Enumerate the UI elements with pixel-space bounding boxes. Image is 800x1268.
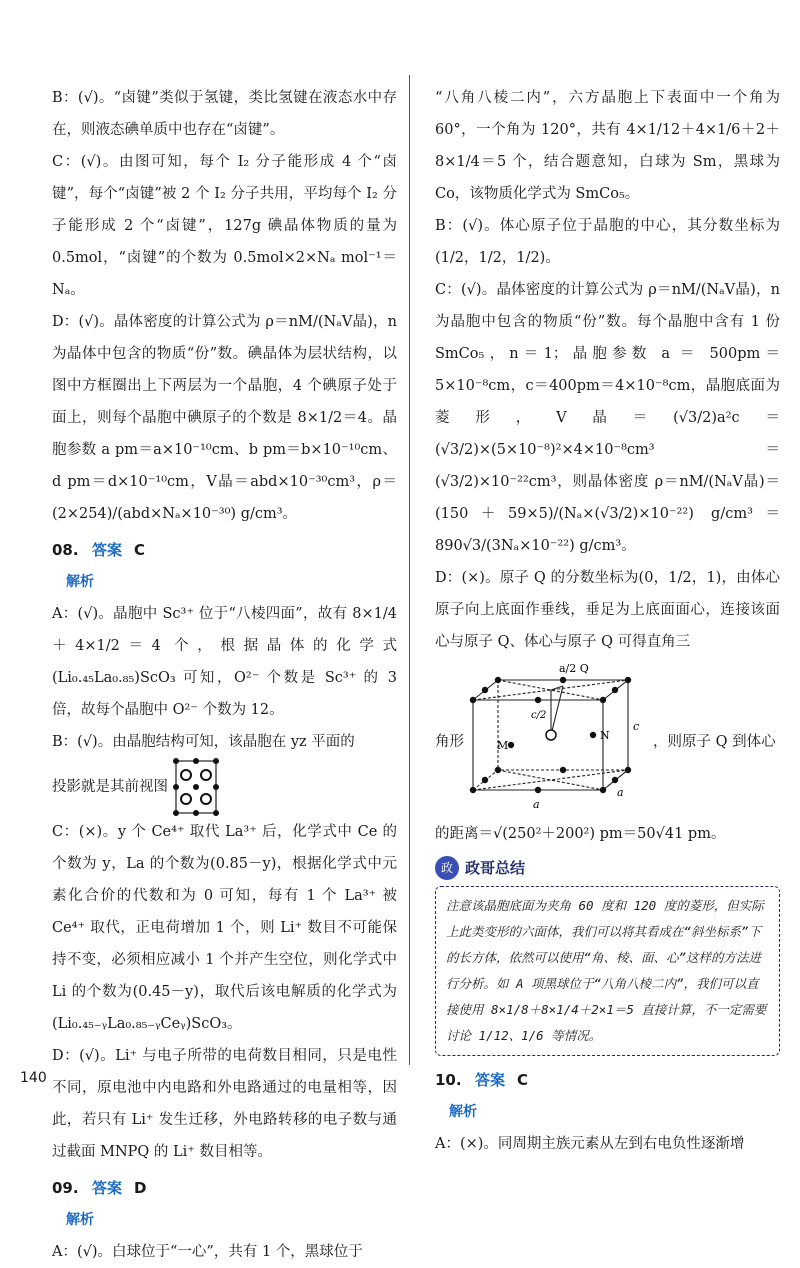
paragraph: B：(√)。体心原子位于晶胞的中心，其分数坐标为(1/2，1/2，1/2)。 bbox=[435, 218, 780, 266]
paragraph: C：(×)。y 个 Ce⁴⁺ 取代 La³⁺ 后，化学式中 Ce 的个数为 y，La 的个数为(0.85－y)，根据化学式中元素化合价的代数和为 0 可知，每有 1 个 La³⁺ 被 Ce⁴⁺ 取代，正电荷增加 1 个，则 Li⁺ 数目不可能保持不变，必须相应减小 1 个并产生空位，则化学式中 Li 的个数为(0.45－y)，取代后该电解质的化学式为(Li₀.₄₅₋ᵧLa₀.₈₅₋ᵧCeᵧ)ScO₃。 bbox=[52, 824, 397, 1032]
paragraph-text: 角形 bbox=[435, 734, 464, 750]
question-number: 10. bbox=[435, 1071, 462, 1089]
paragraph-text: 投影就是其前视图 bbox=[52, 779, 168, 795]
paragraph-text: ，则原子 Q 到体心 bbox=[653, 734, 776, 750]
paragraph: A：(√)。白球位于“一心”，共有 1 个，黑球位于 bbox=[52, 1244, 363, 1260]
paragraph-with-figure bbox=[52, 758, 397, 816]
figure-label-a: a bbox=[617, 786, 624, 799]
question-10-header bbox=[435, 1064, 780, 1096]
summary-icon: 政 bbox=[435, 856, 459, 880]
answer-value: C bbox=[517, 1071, 529, 1089]
question-08-header bbox=[52, 534, 397, 566]
paragraph: “八角八棱二内”，六方晶胞上下表面中一个角为 60°，一个角为 120°，共有 4×1/12＋4×1/6＋2＋8×1/4＝5 个，结合题意知，白球为 Sm，黑球为 Co，该物质化学式为 SmCo₅。 bbox=[435, 90, 780, 202]
paragraph: A：(√)。晶胞中 Sc³⁺ 位于“八棱四面”，故有 8×1/4＋4×1/2＝4 个，根据晶体的化学式(Li₀.₄₅La₀.₈₅)ScO₃ 可知，O²⁻ 个数是 Sc³⁺ 的 3 倍，故每个晶胞中 O²⁻ 个数为 12。 bbox=[52, 606, 397, 718]
paragraph: D：(√)。Li⁺ 与电子所带的电荷数目相同，只是电性不同，原电池中内电路和外电路通过的电量相等，因此，若只有 Li⁺ 发生迁移，外电路转移的电子数与通过截面 MNPQ 的 Li⁺ 数目相等。 bbox=[52, 1048, 397, 1160]
summary-text: 注意该晶胞底面为夹角 60 度和 120 度的菱形，但实际上此类变形的六面体，我们可以将其看成在“斜坐标系”下的长方体，依然可以使用“角、棱、面、心”这样的方法进行分析。如 A 项黑球位于“八角八棱二内”，我们可以直接使用 8×1/8＋8×1/4＋2×1＝5 直接计算，不一定需要讨论 1/12、1/6 等情况。 bbox=[446, 898, 767, 1043]
summary-box bbox=[435, 886, 780, 1056]
figure-label-q: a/2 Q bbox=[559, 662, 589, 675]
paragraph: A：(×)。同周期主族元素从左到右电负性逐渐增 bbox=[435, 1136, 745, 1152]
hexagonal-cell-figure bbox=[463, 658, 648, 818]
figure-label-n: N bbox=[600, 729, 610, 742]
figure-label-c-half: c/2 bbox=[531, 710, 547, 721]
answer-label: 答案 bbox=[475, 1071, 506, 1089]
figure-label-a: a bbox=[533, 798, 540, 811]
front-view-figure bbox=[173, 758, 219, 816]
answer-value: D bbox=[134, 1179, 147, 1197]
paragraph: 的距离＝√(250²＋200²) pm＝50√41 pm。 bbox=[435, 826, 726, 842]
paragraph: C：(√)。晶体密度的计算公式为 ρ＝nM/(NₐV晶)，n 为晶胞中包含的物质“份”数。每个晶胞中含有 1 份 SmCo₅，n＝1；晶胞参数 a ＝ 500pm＝5×10⁻⁸cm，c＝400pm＝4×10⁻⁸cm，晶胞底面为菱形，V晶＝(√3/2)a²c＝(√3/2)×(5×10⁻⁸)²×4×10⁻⁸cm³＝(√3/2)×10⁻²²cm³，则晶体密度 ρ＝nM/(NₐV晶)＝(150＋59×5)/(Nₐ×(√3/2)×10⁻²²) g/cm³＝890√3/(3Nₐ×10⁻²²) g/cm³。 bbox=[435, 282, 780, 554]
paragraph: B：(√)。“卤键”类似于氢键，类比氢键在液态水中存在，则液态碘单质中也存在“卤键”。 bbox=[52, 90, 397, 138]
paragraph: D：(×)。原子 Q 的分数坐标为(0，1/2，1)，由体心原子向上底面作垂线，垂足为上底面面心，连接该面心与原子 Q、体心与原子 Q 可得直角三 bbox=[435, 570, 780, 650]
summary-title: 政哥总结 bbox=[465, 859, 526, 877]
answer-label: 答案 bbox=[92, 541, 123, 559]
answer-label: 答案 bbox=[92, 1179, 123, 1197]
paragraph: C：(√)。由图可知，每个 I₂ 分子能形成 4 个“卤键”，每个“卤键”被 2 个 I₂ 分子共用，平均每个 I₂ 分子能形成 2 个“卤键”，127g 碘晶体物质的量为 0.5mol，“卤键”的个数为 0.5mol×2×Nₐ mol⁻¹＝Nₐ。 bbox=[52, 154, 397, 298]
right-column bbox=[435, 82, 780, 1160]
answer-value: C bbox=[134, 541, 146, 559]
paragraph: D：(√)。晶体密度的计算公式为 ρ＝nM/(NₐV晶)，n 为晶体中包含的物质“份”数。碘晶体为层状结构，以图中方框圈出上下两层为一个晶胞，4 个碘原子处于面上，则每个晶胞中碘原子的个数是 8×1/2＝4。晶胞参数 a pm＝a×10⁻¹⁰cm、b pm＝b×10⁻¹⁰cm、d pm＝d×10⁻¹⁰cm，V晶＝abd×10⁻³⁰cm³，ρ＝(2×254)/(abd×Nₐ×10⁻³⁰) g/cm³。 bbox=[52, 314, 397, 522]
column-divider bbox=[409, 75, 410, 1065]
analysis-label: 解析 bbox=[449, 1104, 477, 1120]
question-09-header bbox=[52, 1172, 397, 1204]
page-number: 140 bbox=[20, 1070, 47, 1086]
figure-label-m: M bbox=[497, 739, 509, 752]
question-number: 09. bbox=[52, 1179, 79, 1197]
hexagonal-cell-figure-row bbox=[435, 658, 780, 818]
summary-title-row bbox=[435, 852, 780, 884]
paragraph: B：(√)。由晶胞结构可知，该晶胞在 yz 平面的 bbox=[52, 734, 355, 750]
figure-label-c: c bbox=[633, 720, 640, 733]
analysis-label: 解析 bbox=[66, 1212, 94, 1228]
analysis-label: 解析 bbox=[66, 574, 94, 590]
left-column bbox=[52, 82, 397, 1268]
question-number: 08. bbox=[52, 541, 79, 559]
